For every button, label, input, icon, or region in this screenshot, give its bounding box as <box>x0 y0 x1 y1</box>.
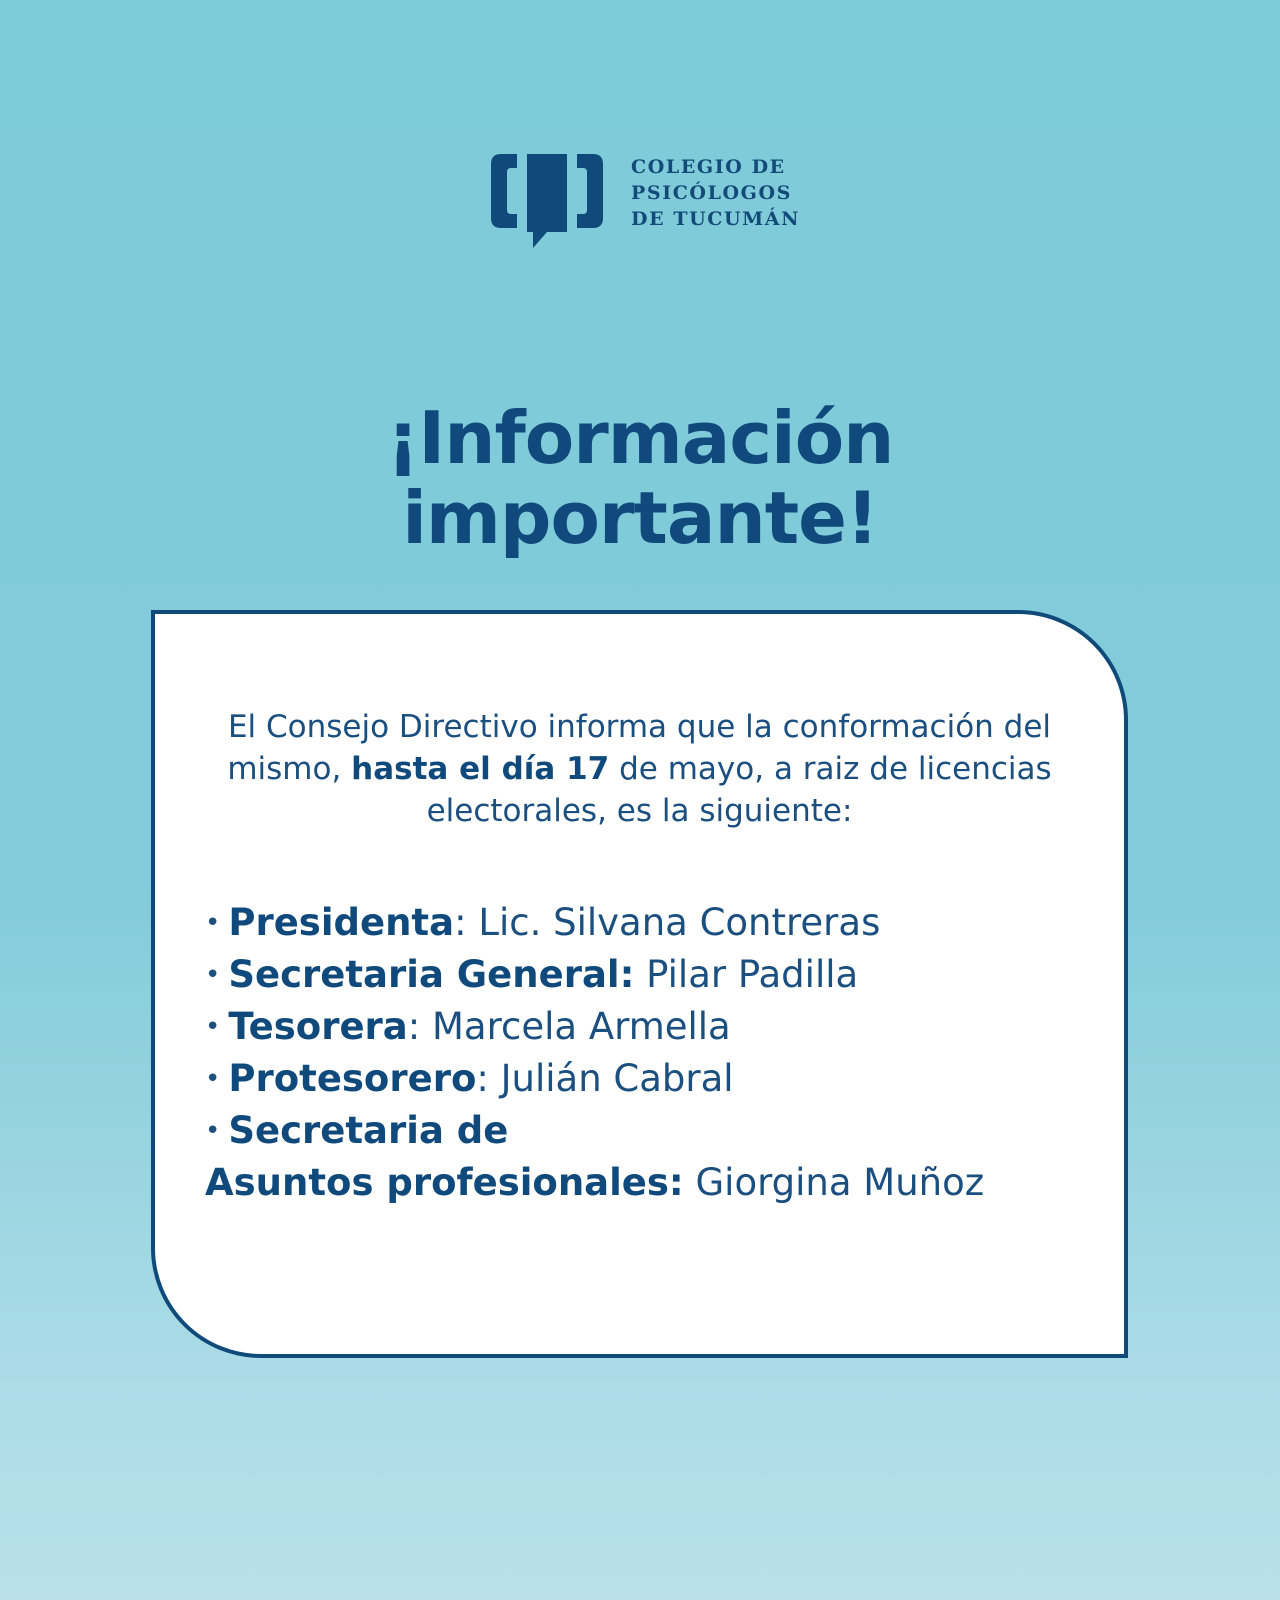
council-list <box>205 897 1085 1208</box>
page-title-line-1: ¡Información <box>386 396 894 480</box>
role-label: Secretaria General: <box>228 953 635 996</box>
list-item <box>205 1001 1085 1053</box>
role-separator: : <box>476 1057 501 1100</box>
intro-text-1: El Consejo Directivo informa que la conformación del mismo, <box>227 709 1052 787</box>
list-item <box>205 897 1085 949</box>
list-item <box>205 949 1085 1001</box>
role-separator: : <box>407 1005 432 1048</box>
page-title <box>0 398 1280 558</box>
member-name: Julián Cabral <box>500 1057 734 1100</box>
intro-text-2: de mayo, a raiz de licencias electorales, es la siguiente: <box>426 751 1052 829</box>
intro-highlight: hasta el día 17 <box>351 751 610 787</box>
page-title-line-2: importante! <box>402 476 878 560</box>
role-label: Secretaria de <box>228 1109 509 1152</box>
colegio-logo-icon <box>487 150 617 260</box>
role-separator: : <box>454 901 479 944</box>
member-name: Lic. Silvana Contreras <box>478 901 881 944</box>
bullet: • <box>205 1012 221 1042</box>
role-label: Tesorera <box>228 1005 408 1048</box>
member-name: Pilar Padilla <box>646 953 859 996</box>
bullet: • <box>205 1064 221 1094</box>
list-item <box>205 1105 1085 1157</box>
role-separator <box>684 1161 696 1204</box>
list-item <box>205 1053 1085 1105</box>
bullet: • <box>205 960 221 990</box>
role-label: Asuntos profesionales: <box>205 1161 684 1204</box>
logo <box>487 150 807 260</box>
role-separator <box>634 953 646 996</box>
list-item-continuation <box>205 1157 1085 1208</box>
role-label: Presidenta <box>228 901 455 944</box>
intro-paragraph <box>195 706 1084 832</box>
member-name: Giorgina Muñoz <box>695 1161 985 1204</box>
member-name: Marcela Armella <box>432 1005 731 1048</box>
bullet: • <box>205 908 221 938</box>
logo-wordmark <box>631 154 800 232</box>
logo-line-2: PSICÓLOGOS <box>631 182 792 204</box>
logo-line-3: DE TUCUMÁN <box>631 208 801 230</box>
info-card <box>151 610 1128 1358</box>
bullet: • <box>205 1116 221 1146</box>
role-label: Protesorero <box>228 1057 477 1100</box>
logo-line-1: COLEGIO DE <box>631 156 786 178</box>
